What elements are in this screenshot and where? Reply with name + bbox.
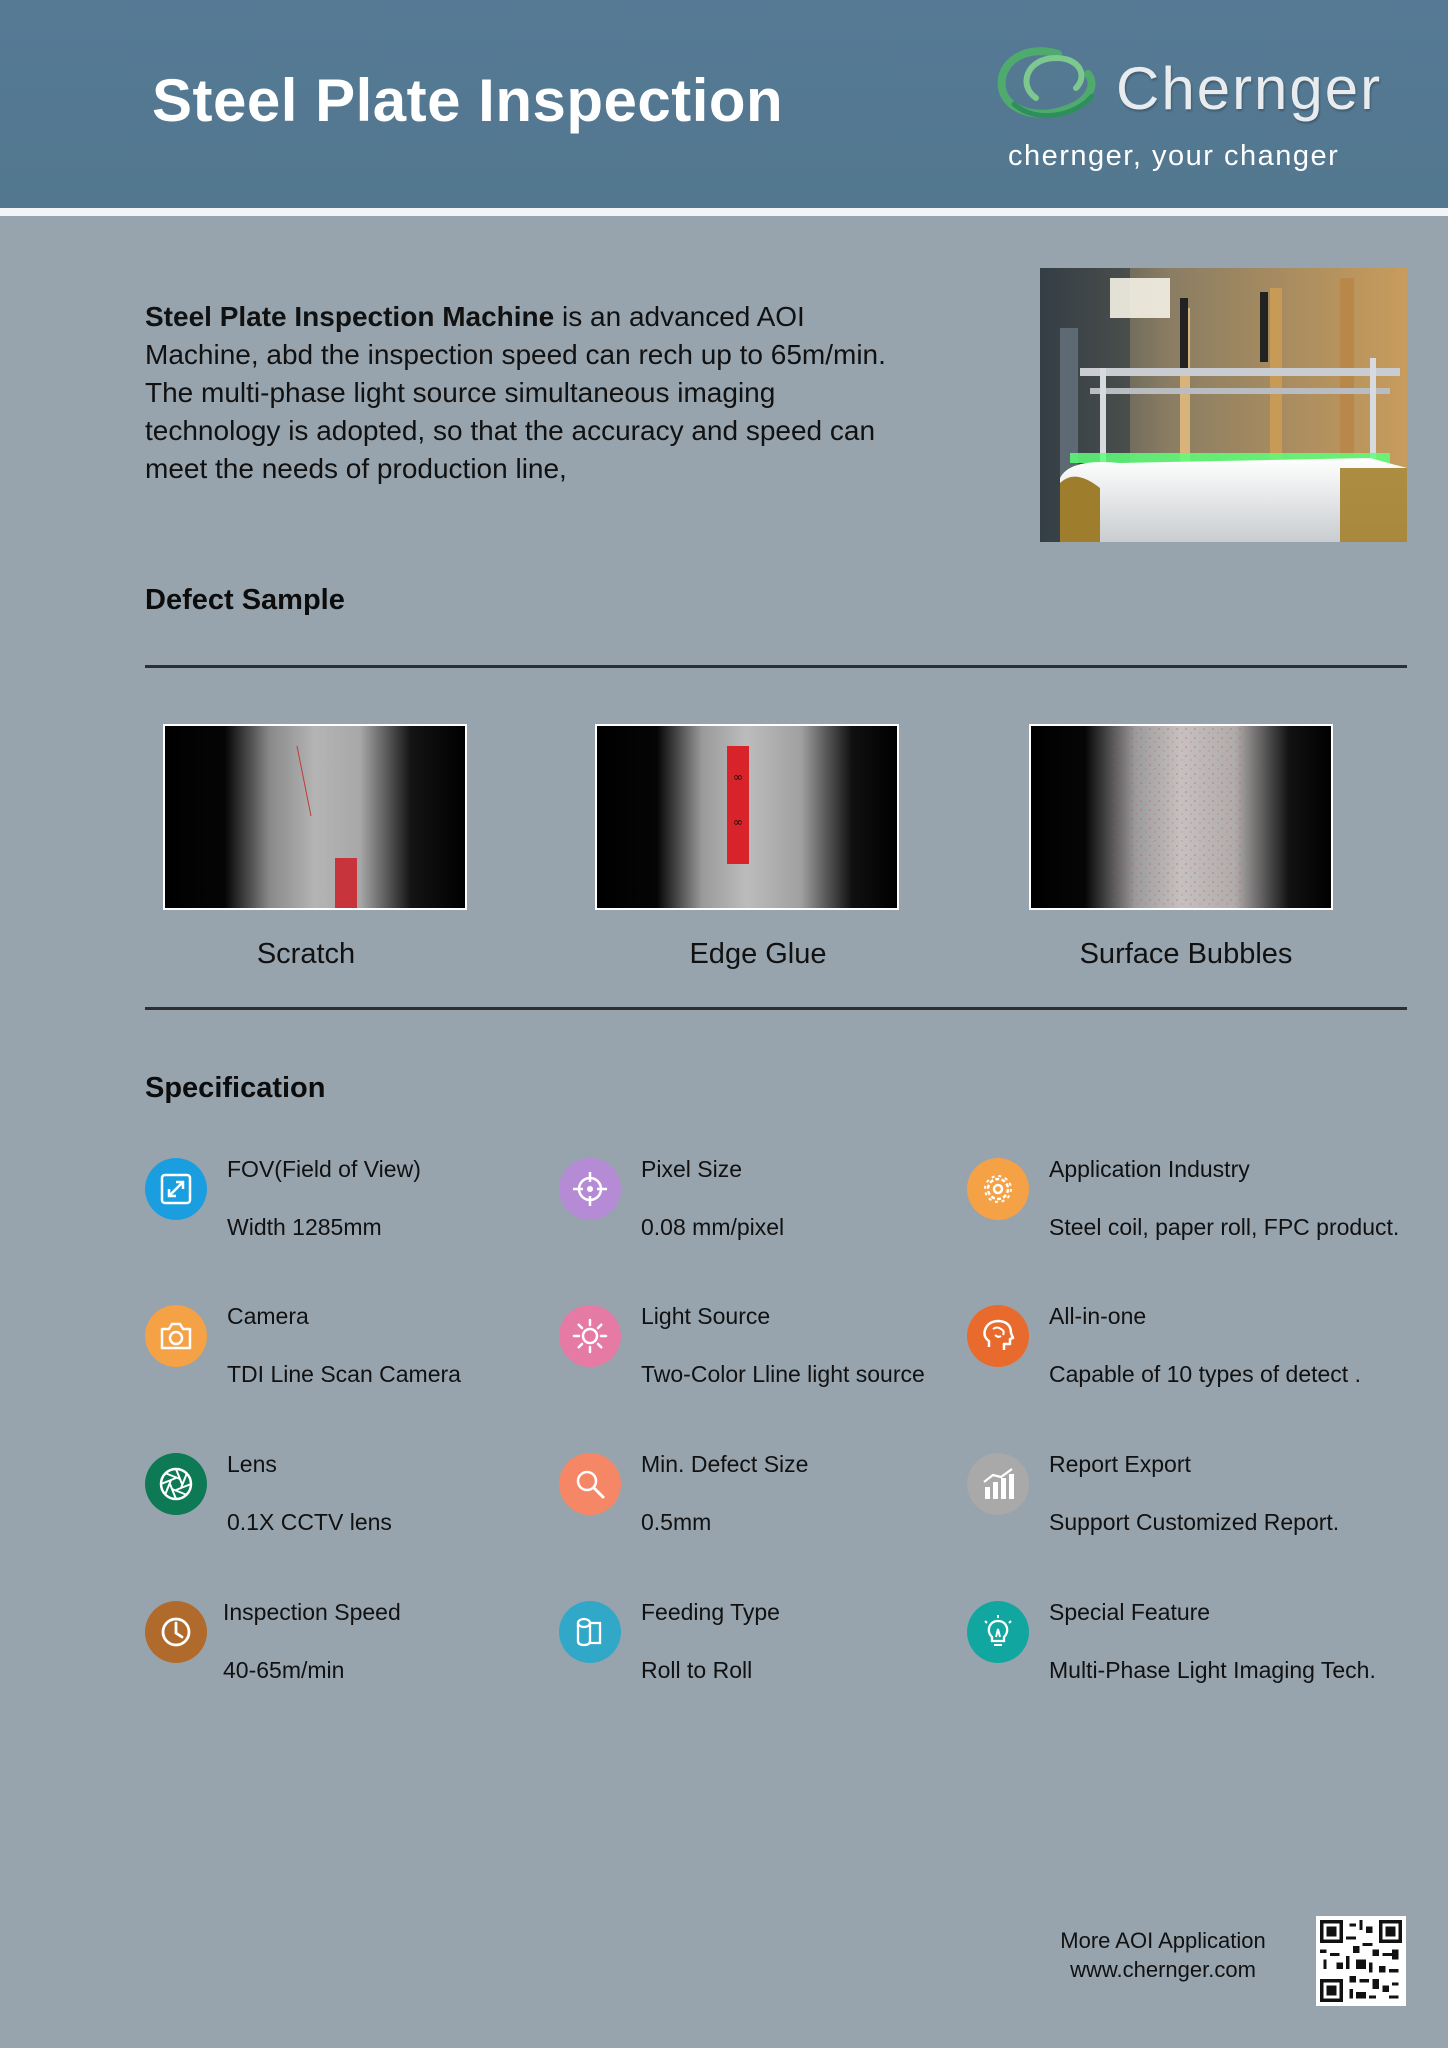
spec-value: Two-Color Lline light source bbox=[641, 1361, 925, 1387]
spec-item-all-in-one bbox=[967, 1303, 1387, 1413]
svg-text:∞: ∞ bbox=[733, 815, 743, 829]
spec-label: Camera bbox=[227, 1303, 309, 1329]
aperture-icon bbox=[145, 1453, 207, 1515]
spec-value: Multi-Phase Light Imaging Tech. bbox=[1049, 1657, 1376, 1683]
spec-label: Special Feature bbox=[1049, 1599, 1211, 1625]
defect-image-scratch bbox=[163, 724, 467, 910]
footer-text bbox=[1032, 1926, 1294, 1984]
header-divider bbox=[0, 208, 1448, 216]
defect-label-edge-glue: Edge Glue bbox=[689, 938, 827, 970]
spec-value: 0.5mm bbox=[641, 1509, 712, 1535]
spec-item-inspection-speed bbox=[145, 1599, 565, 1709]
spec-value: Capable of 10 types of detect . bbox=[1049, 1361, 1361, 1387]
spec-item-pixel-size bbox=[559, 1156, 979, 1266]
footer-website-link[interactable]: www.chernger.com bbox=[1070, 1957, 1256, 1982]
magnifier-icon bbox=[559, 1453, 621, 1515]
svg-text:∞: ∞ bbox=[733, 770, 743, 784]
spec-item-camera bbox=[145, 1303, 565, 1413]
spec-value: 0.1X CCTV lens bbox=[227, 1509, 392, 1535]
spec-value: 40-65m/min bbox=[223, 1657, 345, 1683]
spec-item-lens bbox=[145, 1451, 565, 1561]
intro-paragraph bbox=[145, 298, 905, 488]
defect-image-surface-bubbles bbox=[1029, 724, 1333, 910]
spec-label: FOV(Field of View) bbox=[227, 1156, 421, 1182]
brand-tagline: chernger, your changer bbox=[1008, 140, 1340, 172]
spec-item-fov bbox=[145, 1156, 565, 1266]
spec-value: Width 1285mm bbox=[227, 1214, 382, 1240]
spec-item-special-feature bbox=[967, 1599, 1387, 1709]
spec-item-light-source bbox=[559, 1303, 979, 1413]
product-name: Steel Plate Inspection Machine bbox=[145, 301, 555, 332]
spec-item-min-defect-size bbox=[559, 1451, 979, 1561]
spec-label: Application Industry bbox=[1049, 1156, 1250, 1182]
spec-section-title: Specification bbox=[145, 1072, 326, 1104]
defect-label-surface-bubbles: Surface Bubbles bbox=[1079, 938, 1293, 970]
sun-icon bbox=[559, 1305, 621, 1367]
clock-icon bbox=[145, 1601, 207, 1663]
spec-value: Roll to Roll bbox=[641, 1657, 753, 1683]
spec-label: All-in-one bbox=[1049, 1303, 1147, 1329]
paper-roll-icon bbox=[559, 1601, 621, 1663]
intro-description: is an advanced AOI Machine, abd the inspection speed can rech up to 65m/min. The multi-phase light source simultaneous imaging technology is adopted, so that the accuracy and speed can meet the needs of production line, bbox=[145, 301, 886, 484]
defect-label-scratch: Scratch bbox=[256, 938, 356, 970]
expand-icon bbox=[145, 1158, 207, 1220]
machine-photo bbox=[1040, 268, 1407, 542]
spec-value: Support Customized Report. bbox=[1049, 1509, 1340, 1535]
spec-value: Steel coil, paper roll, FPC product. bbox=[1049, 1214, 1400, 1240]
spec-label: Report Export bbox=[1049, 1451, 1191, 1477]
page-title: Steel Plate Inspection bbox=[152, 67, 784, 134]
spec-label: Lens bbox=[227, 1451, 277, 1477]
spec-value: 0.08 mm/pixel bbox=[641, 1214, 785, 1240]
lightbulb-icon bbox=[967, 1601, 1029, 1663]
brain-icon bbox=[967, 1305, 1029, 1367]
spec-item-feeding-type bbox=[559, 1599, 979, 1709]
footer-line-more-aoi: More AOI Application bbox=[1060, 1928, 1266, 1953]
brand-name: Chernger bbox=[1116, 55, 1383, 122]
gear-icon bbox=[967, 1158, 1029, 1220]
spec-label: Pixel Size bbox=[641, 1156, 742, 1182]
defect-section-title: Defect Sample bbox=[145, 584, 345, 616]
chernger-swirl-icon bbox=[996, 44, 1106, 126]
spec-label: Min. Defect Size bbox=[641, 1451, 809, 1477]
spec-item-report-export bbox=[967, 1451, 1387, 1561]
spec-label: Inspection Speed bbox=[223, 1599, 401, 1625]
spec-item-application-industry bbox=[967, 1156, 1400, 1266]
spec-label: Feeding Type bbox=[641, 1599, 780, 1625]
crosshair-icon bbox=[559, 1158, 621, 1220]
camera-icon bbox=[145, 1305, 207, 1367]
spec-label: Light Source bbox=[641, 1303, 771, 1329]
brand-logo[interactable] bbox=[996, 44, 1383, 184]
bar-chart-icon bbox=[967, 1453, 1029, 1515]
defect-image-edge-glue bbox=[595, 724, 899, 910]
qr-code[interactable] bbox=[1316, 1916, 1406, 2006]
section-divider-top bbox=[145, 665, 1407, 668]
section-divider-bottom bbox=[145, 1007, 1407, 1010]
spec-value: TDI Line Scan Camera bbox=[227, 1361, 461, 1387]
